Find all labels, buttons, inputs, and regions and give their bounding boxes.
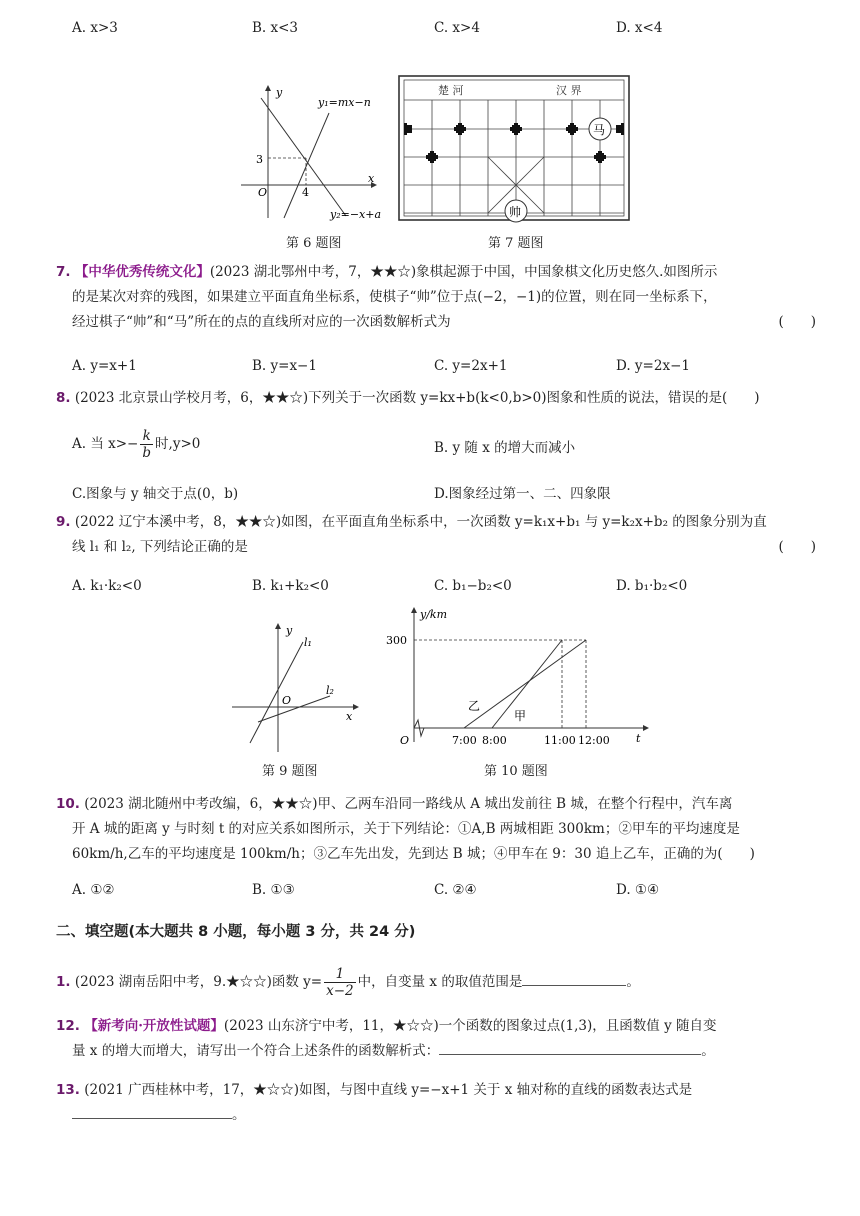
figure-7 xyxy=(398,74,638,226)
q13-number: 13. xyxy=(56,1082,80,1098)
q11-end: 。 xyxy=(626,974,640,990)
q8-line1: (2023 北京景山学校月考，6，★★☆)下列关于一次函数 y=kx+b(k<0,b>0)图象和性质的说法，错误的是( ) xyxy=(74,390,760,406)
q7-options xyxy=(72,358,812,378)
line-y1 xyxy=(284,113,329,218)
q7-option-d: D. y=2x−1 xyxy=(616,358,690,374)
piece-shuai-label: 帅 xyxy=(509,205,522,219)
q7-number: 7. xyxy=(56,264,71,280)
q10-line1: (2023 湖北随州中考改编，6，★★☆)甲、乙两车沿同一路线从 A 城出发前往 B 城，在整个行程中，汽车离 xyxy=(84,796,733,812)
q11-frac-den: x−2 xyxy=(326,983,354,999)
line-jia xyxy=(492,640,562,728)
q11-fraction xyxy=(324,966,356,999)
l1-label: l₁ xyxy=(304,636,312,649)
q9-line1: (2022 辽宁本溪中考，8，★★☆)如图，在平面直角坐标系中，一次函数 y=k₁x+b₁ 与 y=k₂x+b₂ 的图象分别为直 xyxy=(74,514,767,530)
x-label: x xyxy=(368,172,375,185)
origin-label: O xyxy=(400,734,410,747)
fig7-caption: 第 7 题图 xyxy=(488,236,544,251)
question-10 xyxy=(56,792,816,867)
q12-line1: (2023 山东济宁中考，11，★☆☆)一个函数的图象过点(1,3)，且函数值 y 随自变 xyxy=(223,1018,717,1034)
section-heading: 二、填空题(本大题共 8 小题，每小题 3 分，共 24 分) xyxy=(56,924,416,940)
q11-frac-num: 1 xyxy=(324,966,356,983)
q10-option-c: C. ②④ xyxy=(434,882,477,898)
q10-options xyxy=(72,882,812,902)
q8-option-c: C.图象与 y 轴交于点(0，b) xyxy=(72,486,239,502)
q10-option-d: D. ①④ xyxy=(616,882,660,898)
tick-700: 7:00 xyxy=(452,734,477,747)
line2-label: y₂=−x+a xyxy=(330,208,382,221)
q9-option-c: C. b₁−b₂<0 xyxy=(434,578,512,594)
figure-6 xyxy=(236,78,386,228)
river-left: 楚 河 xyxy=(438,84,464,97)
board-inner xyxy=(404,80,624,216)
option-c: C. x>4 xyxy=(434,20,480,36)
fig10-caption: 第 10 题图 xyxy=(484,764,548,779)
q10-line3: 60km/h,乙车的平均速度是 100km/h；③乙车先出发，先到达 B 城；④甲车在 9：30 追上乙车，正确的为( ) xyxy=(72,846,755,862)
q8-frac-num: k xyxy=(140,428,153,445)
question-13 xyxy=(56,1078,816,1128)
piece-ma-label: 马 xyxy=(593,123,606,137)
q9-line2: 线 l₁ 和 l₂, 下列结论正确的是 xyxy=(72,539,248,555)
q9-option-b: B. k₁+k₂<0 xyxy=(252,578,329,594)
option-b: B. x<3 xyxy=(252,20,299,36)
line-l1 xyxy=(250,642,303,743)
q8-option-a xyxy=(72,428,200,461)
q9-number: 9. xyxy=(56,514,71,530)
q13-line1: (2021 广西桂林中考，17，★☆☆)如图，与图中直线 y=−x+1 关于 x 轴对称的直线的函数表达式是 xyxy=(84,1082,693,1098)
origin-label: O xyxy=(258,186,268,199)
label-yi: 乙 xyxy=(468,699,481,713)
tick-4: 4 xyxy=(302,186,309,199)
tick-1100: 11:00 xyxy=(544,734,576,747)
question-8 xyxy=(56,386,816,411)
figure-10 xyxy=(386,602,656,752)
q6-options xyxy=(72,20,812,40)
q8-fraction xyxy=(140,428,153,461)
label-jia: 甲 xyxy=(514,709,527,723)
q7-tag: 【中华优秀传统文化】 xyxy=(74,264,210,280)
q12-tag: 【新考向·开放性试题】 xyxy=(84,1018,224,1034)
q7-option-a: A. y=x+1 xyxy=(72,358,137,374)
q10-option-a: A. ①② xyxy=(72,882,115,898)
y-label: y/km xyxy=(420,608,448,621)
question-9 xyxy=(56,510,816,560)
tick-800: 8:00 xyxy=(482,734,507,747)
l2-label: l₂ xyxy=(326,684,334,697)
q7-option-b: B. y=x−1 xyxy=(252,358,317,374)
q8-frac-den: b xyxy=(142,445,152,461)
q7-answer-paren: ( ) xyxy=(778,314,816,330)
q12-number: 12. xyxy=(56,1018,80,1034)
board-frame xyxy=(399,76,629,220)
q9-option-d: D. b₁·b₂<0 xyxy=(616,578,688,594)
q7-line3: 经过棋子“帅”和“马”所在的点的直线所对应的一次函数解析式为 xyxy=(72,314,451,330)
fig6-caption: 第 6 题图 xyxy=(286,236,342,251)
tick-1200: 12:00 xyxy=(578,734,610,747)
q7-line2: 的是某次对弈的残图，如果建立平面直角坐标系，使棋子“帅”位于点(−2，−1)的位置，则在同一坐标系下， xyxy=(72,289,717,305)
q7-option-c: C. y=2x+1 xyxy=(434,358,508,374)
q10-line2: 开 A 城的距离 y 与时刻 t 的对应关系如图所示，关于下列结论：①A,B 两城相距 300km；②甲车的平均速度是 xyxy=(72,821,740,837)
q8-number: 8. xyxy=(56,390,71,406)
q12-answer-blank[interactable] xyxy=(439,1040,701,1055)
question-7 xyxy=(56,260,816,335)
y-label: y xyxy=(276,86,283,99)
q10-option-b: B. ①③ xyxy=(252,882,295,898)
q11-pre: (2023 湖南岳阳中考，9.★☆☆)函数 y= xyxy=(74,974,323,990)
fig9-caption: 第 9 题图 xyxy=(262,764,318,779)
q13-answer-blank[interactable] xyxy=(72,1104,232,1119)
q11-number: 1. xyxy=(56,974,71,990)
q8-options-ab xyxy=(72,428,812,464)
line1-label: y₁=mx−n xyxy=(318,96,371,109)
x-label: t xyxy=(636,732,641,745)
q9-options xyxy=(72,578,812,598)
question-12 xyxy=(56,1014,816,1064)
q11-answer-blank[interactable] xyxy=(522,971,626,986)
q9-answer-paren: ( ) xyxy=(778,539,816,555)
y-label: y xyxy=(286,624,293,637)
q8-option-a-pre: A. 当 x>− xyxy=(72,436,139,452)
q8-options-cd xyxy=(72,482,812,502)
river-right: 汉 界 xyxy=(556,84,582,97)
q12-line2: 量 x 的增大而增大，请写出一个符合上述条件的函数解析式： xyxy=(72,1043,440,1059)
q7-line1: (2023 湖北鄂州中考，7，★★☆)象棋起源于中国，中国象棋文化历史悠久.如图所示 xyxy=(209,264,718,280)
option-d: D. x<4 xyxy=(616,20,663,36)
q8-option-a-post: 时,y>0 xyxy=(155,436,201,452)
q9-option-a: A. k₁·k₂<0 xyxy=(72,578,142,594)
q11-post: 中，自变量 x 的取值范围是 xyxy=(357,974,523,990)
q8-option-d: D.图象经过第一、二、四象限 xyxy=(434,486,611,502)
q10-number: 10. xyxy=(56,796,80,812)
question-11 xyxy=(56,962,816,1002)
q13-end: 。 xyxy=(232,1107,246,1123)
q12-end: 。 xyxy=(701,1043,715,1059)
option-a: A. x>3 xyxy=(72,20,118,36)
x-label: x xyxy=(346,710,353,723)
line-l2 xyxy=(258,696,330,722)
origin-label: O xyxy=(282,694,292,707)
tick-300: 300 xyxy=(386,634,407,647)
q8-option-b: B. y 随 x 的增大而减小 xyxy=(434,440,576,456)
tick-3: 3 xyxy=(256,153,263,166)
figure-9 xyxy=(228,618,368,754)
